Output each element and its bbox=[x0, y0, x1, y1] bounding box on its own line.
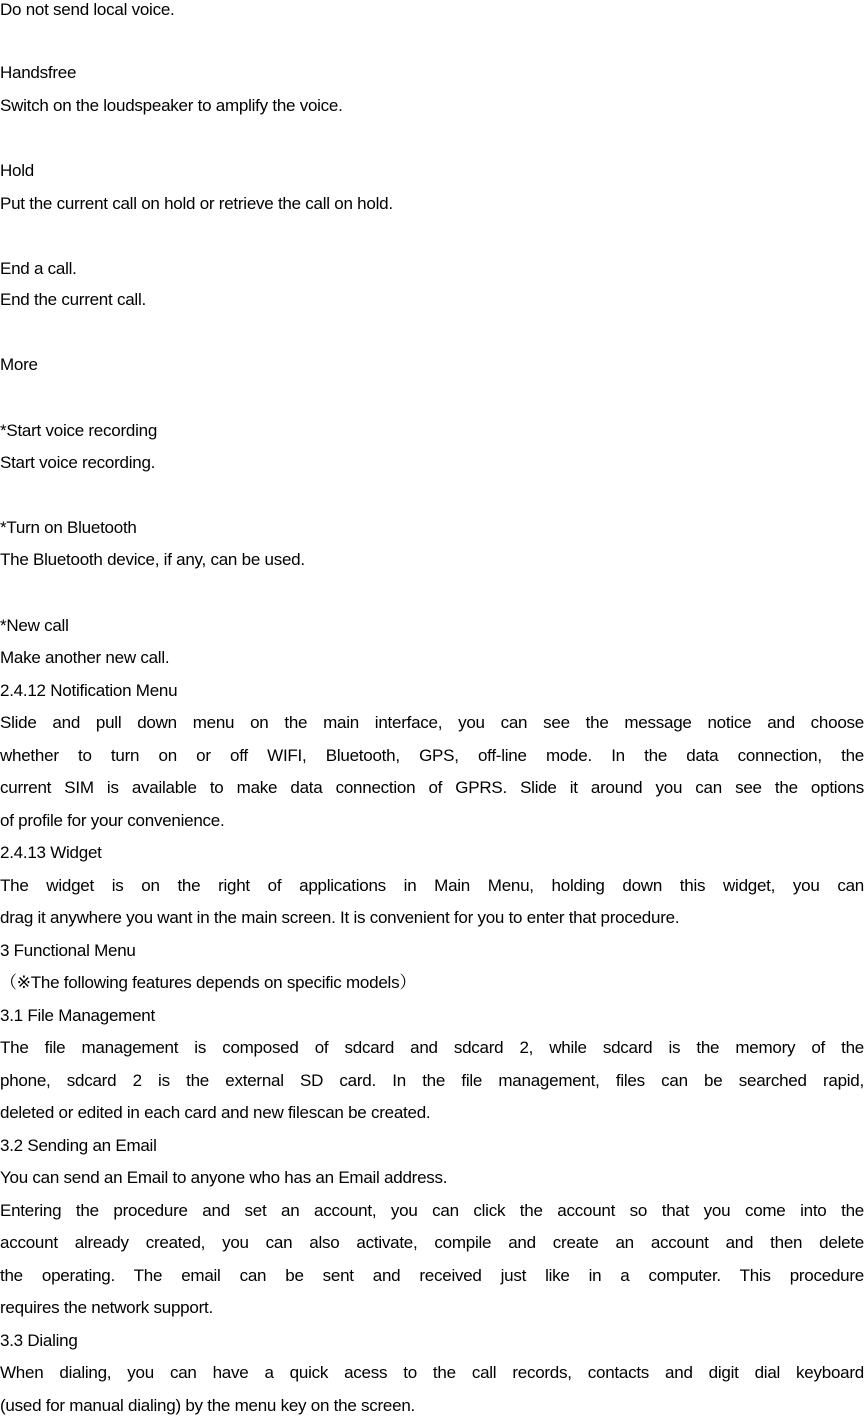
section-heading-widget: 2.4.13 Widget bbox=[0, 843, 102, 862]
paragraph-line: drag it anywhere you want in the main screen. It is convenient for you to enter that procedure. bbox=[0, 908, 680, 927]
text-line: End the current call. bbox=[0, 290, 146, 309]
text-line: Do not send local voice. bbox=[0, 0, 175, 19]
paragraph-line: Entering the procedure and set an account, you can click the account so that you come into the bbox=[0, 1201, 864, 1220]
paragraph-line: current SIM is available to make data connection of GPRS. Slide it around you can see the options bbox=[0, 778, 864, 797]
list-item: *Turn on Bluetooth bbox=[0, 518, 137, 537]
list-item: *Start voice recording bbox=[0, 421, 158, 440]
list-item: *New call bbox=[0, 616, 69, 635]
section-heading-dialing: 3.3 Dialing bbox=[0, 1331, 78, 1350]
paragraph-line: of profile for your convenience. bbox=[0, 811, 225, 830]
section-heading-functional-menu: 3 Functional Menu bbox=[0, 941, 136, 960]
paragraph-line: Slide and pull down menu on the main interface, you can see the message notice and choose bbox=[0, 713, 864, 732]
text-line: The Bluetooth device, if any, can be used. bbox=[0, 550, 305, 569]
section-heading-file-management: 3.1 File Management bbox=[0, 1006, 155, 1025]
text-line: Make another new call. bbox=[0, 648, 170, 667]
paragraph-line: whether to turn on or off WIFI, Bluetooth, GPS, off-line mode. In the data connection, the bbox=[0, 746, 864, 765]
paragraph-line: requires the network support. bbox=[0, 1298, 213, 1317]
paragraph-line: phone, sdcard 2 is the external SD card. In the file management, files can be searched rapid, bbox=[0, 1071, 864, 1090]
paragraph-line: The widget is on the right of applications in Main Menu, holding down this widget, you can bbox=[0, 876, 864, 895]
paragraph-line: The file management is composed of sdcard and sdcard 2, while sdcard is the memory of the bbox=[0, 1038, 864, 1057]
note-line: （※The following features depends on specific models） bbox=[0, 973, 417, 992]
paragraph-line: deleted or edited in each card and new filescan be created. bbox=[0, 1103, 431, 1122]
section-heading-end-call: End a call. bbox=[0, 259, 77, 278]
paragraph-line: When dialing, you can have a quick acess to the call records, contacts and digit dial keyboard bbox=[0, 1363, 864, 1382]
paragraph-line: You can send an Email to anyone who has an Email address. bbox=[0, 1168, 448, 1187]
section-heading-notification-menu: 2.4.12 Notification Menu bbox=[0, 681, 178, 700]
text-line: Start voice recording. bbox=[0, 453, 156, 472]
section-heading-handsfree: Handsfree bbox=[0, 63, 77, 82]
text-line: Switch on the loudspeaker to amplify the voice. bbox=[0, 96, 343, 115]
paragraph-line: (used for manual dialing) by the menu key on the screen. bbox=[0, 1396, 416, 1415]
text-line: Put the current call on hold or retrieve the call on hold. bbox=[0, 194, 393, 213]
section-heading-hold: Hold bbox=[0, 161, 34, 180]
paragraph-line: account already created, you can also activate, compile and create an account and then delete bbox=[0, 1233, 864, 1252]
section-heading-more: More bbox=[0, 355, 38, 374]
section-heading-sending-email: 3.2 Sending an Email bbox=[0, 1136, 157, 1155]
paragraph-line: the operating. The email can be sent and received just like in a computer. This procedure bbox=[0, 1266, 864, 1285]
